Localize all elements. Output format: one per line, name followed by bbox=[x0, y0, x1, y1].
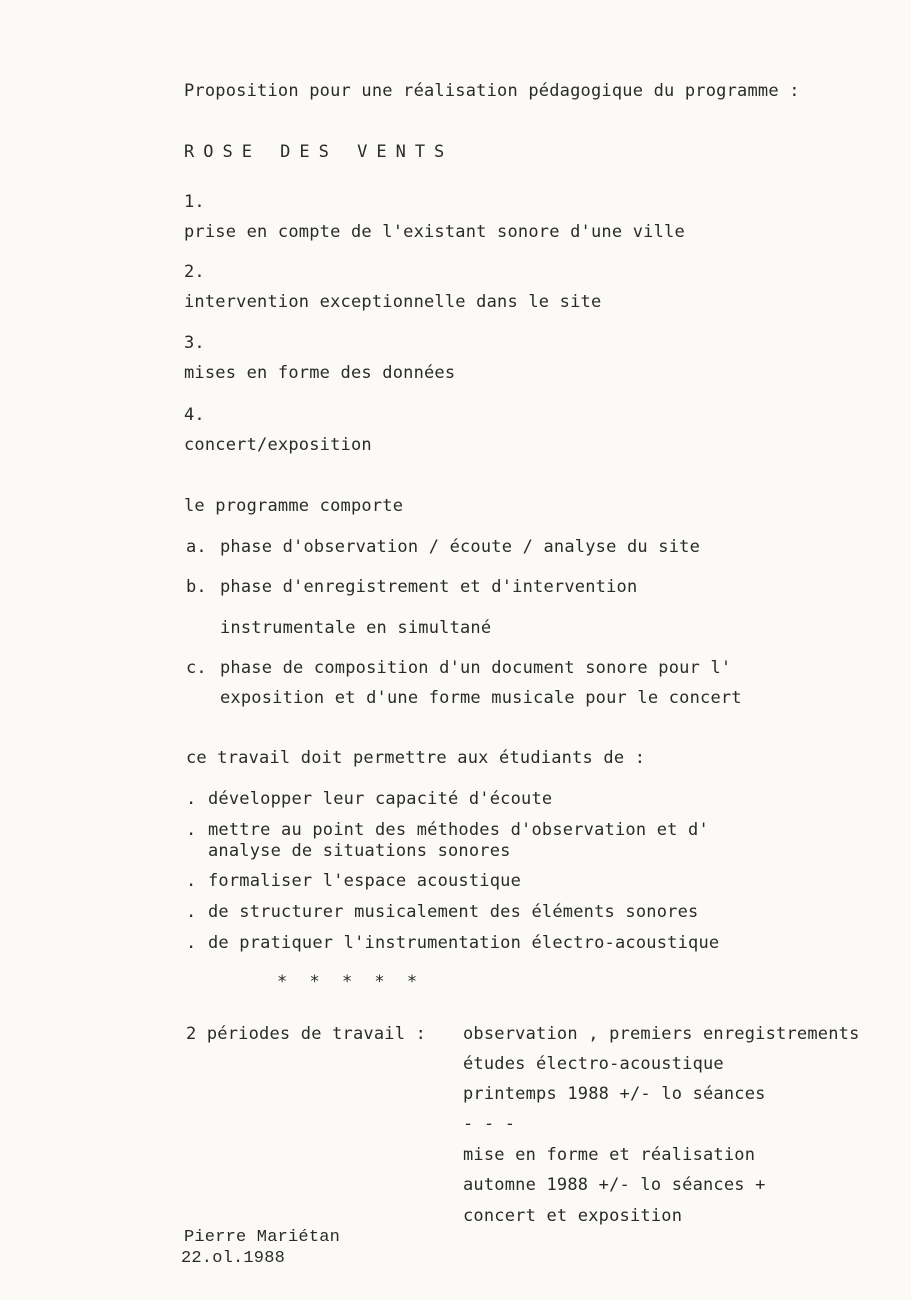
document-title: ROSE DES VENTS bbox=[184, 142, 454, 162]
objective-5-line-1: de pratiquer l'instrumentation électro-acoustique bbox=[208, 933, 720, 953]
bullet-4: . bbox=[186, 902, 197, 922]
objective-2-line-2: analyse de situations sonores bbox=[208, 841, 511, 861]
objective-3-line-1: formaliser l'espace acoustique bbox=[208, 871, 522, 891]
period-line-1: observation , premiers enregistrements bbox=[463, 1024, 860, 1044]
period-line-6: automne 1988 +/- lo séances + bbox=[463, 1175, 766, 1195]
item-text-3: mises en forme des données bbox=[184, 363, 456, 383]
item-number-3: 3. bbox=[184, 333, 205, 353]
programme-intro: le programme comporte bbox=[184, 496, 404, 516]
programme-letter-c: c. bbox=[186, 658, 207, 678]
programme-b-line-2: instrumentale en simultané bbox=[220, 618, 492, 638]
objective-4-line-1: de structurer musicalement des éléments sonores bbox=[208, 902, 699, 922]
programme-c-line-1: phase de composition d'un document sonore pour l' bbox=[220, 658, 732, 678]
item-number-2: 2. bbox=[184, 262, 205, 282]
objective-2-line-1: mettre au point des méthodes d'observation et d' bbox=[208, 820, 709, 840]
objective-1-line-1: développer leur capacité d'écoute bbox=[208, 789, 553, 809]
item-number-4: 4. bbox=[184, 405, 205, 425]
bullet-3: . bbox=[186, 871, 197, 891]
periods-label: 2 périodes de travail : bbox=[186, 1024, 427, 1044]
programme-letter-b: b. bbox=[186, 577, 207, 597]
bullet-2: . bbox=[186, 820, 197, 840]
period-line-2: études électro-acoustique bbox=[463, 1054, 724, 1074]
period-line-7: concert et exposition bbox=[463, 1206, 683, 1226]
document-date: 22.ol.1988 bbox=[181, 1249, 286, 1268]
programme-c-line-2: exposition et d'une forme musicale pour le concert bbox=[220, 688, 742, 708]
bullet-1: . bbox=[186, 789, 197, 809]
separator-stars: * * * * * bbox=[277, 972, 418, 992]
item-text-1: prise en compte de l'existant sonore d'une ville bbox=[184, 222, 685, 242]
period-line-3: printemps 1988 +/- lo séances bbox=[463, 1084, 766, 1104]
programme-a-line-1: phase d'observation / écoute / analyse du site bbox=[220, 537, 701, 557]
objectives-intro: ce travail doit permettre aux étudiants de : bbox=[186, 748, 646, 768]
programme-letter-a: a. bbox=[186, 537, 207, 557]
period-line-4: - - - bbox=[463, 1114, 516, 1134]
programme-b-line-1: phase d'enregistrement et d'intervention bbox=[220, 577, 638, 597]
item-number-1: 1. bbox=[184, 192, 205, 212]
period-line-5: mise en forme et réalisation bbox=[463, 1145, 756, 1165]
heading: Proposition pour une réalisation pédagogique du programme : bbox=[184, 81, 800, 101]
bullet-5: . bbox=[186, 933, 197, 953]
item-text-4: concert/exposition bbox=[184, 435, 372, 455]
item-text-2: intervention exceptionnelle dans le site bbox=[184, 292, 602, 312]
author-name: Pierre Mariétan bbox=[184, 1228, 341, 1247]
